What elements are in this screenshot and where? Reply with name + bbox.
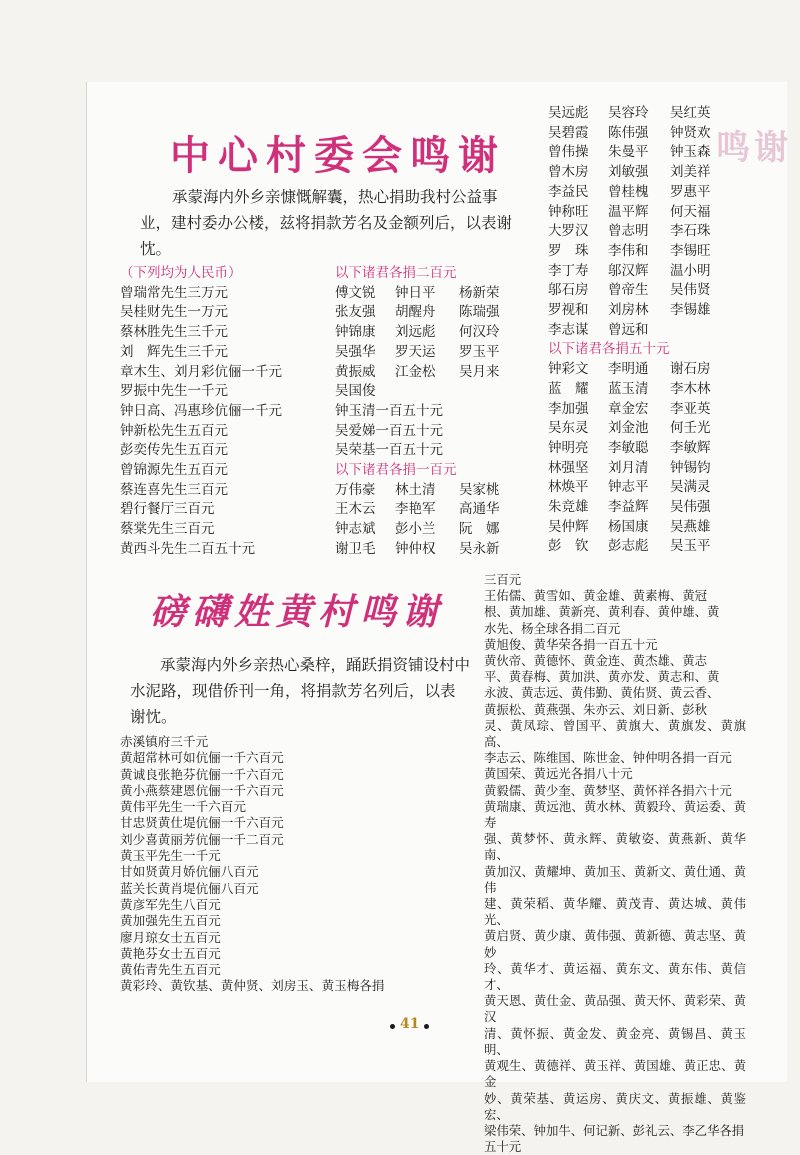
donor-name: 大罗汉	[548, 223, 589, 240]
donor-name: 钟称旺	[548, 203, 589, 220]
donor-name: 杨国康	[608, 518, 649, 535]
donor-name: 蓝 耀	[548, 380, 589, 397]
donor-name: 吴家桃	[459, 481, 500, 498]
donor-entry: 黄彦军先生八百元	[120, 896, 221, 912]
donor-name: 吴容玲	[608, 105, 649, 121]
donor-entry: 蔡林胜先生三千元	[120, 324, 228, 341]
page-title-bottom: 磅礴姓黄村鸣谢	[150, 591, 445, 633]
text-line: 王佑儒、黄雪如、黄金雄、黄素梅、黄冠	[484, 588, 708, 604]
donor-entry: 黄加强先生五百元	[120, 913, 221, 929]
text-line: 三百元	[484, 572, 522, 587]
donor-name: 阮 娜	[459, 521, 500, 538]
donor-name: 罗天运	[395, 343, 436, 360]
donor-entry: 黄超常林可如伉俪一千六百元	[120, 750, 284, 766]
text-line: 黄振松、黄燕强、朱亦云、刘日新、彭秋	[484, 701, 708, 717]
donor-name: 吴月来	[459, 363, 500, 380]
text-line: 黄伙帝、黄德怀、黄金连、黄杰雄、黄志	[484, 653, 708, 669]
text-line: 黄加汉、黄耀坤、黄加玉、黄新文、黄仕通、黄伟	[484, 863, 746, 895]
donor-name: 吴东灵	[548, 420, 589, 437]
donor-name: 刘月清	[608, 459, 649, 476]
donor-name: 林强坚	[548, 459, 589, 476]
donor-name: 刘敏强	[608, 164, 649, 181]
donor-name: 钟贤欢	[670, 124, 711, 141]
currency-note: （下列均为人民币）	[120, 265, 242, 281]
text-line: 清、黄怀振、黄金发、黄金亮、黄锡昌、黄玉明、	[484, 1025, 746, 1057]
donor-name: 刘金池	[608, 420, 649, 437]
donor-name: 罗 珠	[548, 242, 589, 259]
donor-name: 黄振威	[335, 363, 376, 380]
donor-name: 林土清	[395, 481, 436, 498]
donor-name: 李敏辉	[670, 439, 711, 456]
donor-name: 陈瑞强	[459, 304, 500, 321]
donor-name: 吴伟贤	[670, 282, 711, 299]
donor-name: 吴满灵	[670, 479, 711, 496]
donor-name: 钟志平	[608, 479, 649, 496]
donor-entry: 罗振中先生一千元	[120, 383, 228, 400]
left-donor-list	[120, 284, 282, 560]
donor-name: 钟彩文	[548, 361, 589, 378]
donor-entry: 赤溪镇府三千元	[120, 734, 209, 749]
heading-100: 以下诸君各捐一百元	[335, 462, 457, 479]
donor-entry: 钟日高、冯惠珍伉俪一千元	[120, 402, 282, 419]
text-line: 根、黄加雄、黄新亮、黄利春、黄仲雄、黄	[484, 604, 720, 620]
donor-name: 罗视和	[548, 302, 589, 319]
names-100-grid	[335, 481, 519, 560]
donor-entry: 甘忠贤黄仕堤伉俪一千六百元	[120, 815, 284, 831]
donor-name: 曾木房	[548, 164, 589, 181]
names-200-grid	[335, 284, 519, 402]
donor-name: 温平辉	[608, 203, 649, 220]
donor-name: 吴红英	[670, 105, 711, 121]
donor-entry: 钟新松先生五百元	[120, 422, 228, 439]
donor-name: 李益辉	[608, 499, 649, 516]
donor-name: 李志谋	[548, 321, 589, 338]
donor-name: 江金松	[395, 363, 436, 380]
donor-entry: 吴桂财先生一万元	[120, 304, 228, 321]
donor-name: 钟玉森	[670, 144, 711, 161]
right-names-grid	[548, 104, 732, 340]
donor-entry: 黄艳芬女士五百元	[120, 945, 221, 961]
text-line: 水先、杨全球各捐二百元	[484, 620, 621, 636]
donor-name: 吴伟强	[670, 499, 711, 516]
donor-name: 何天福	[670, 203, 711, 220]
donor-entry: 黄西斗先生二百五十元	[120, 540, 255, 557]
donor-name: 罗玉平	[459, 343, 500, 360]
donor-entry: 廖月琼女士五百元	[120, 929, 221, 945]
donor-name: 吴强华	[335, 343, 376, 360]
page-number-dot-left	[390, 1024, 395, 1029]
donor-entry: 吴爱娣一百五十元	[335, 422, 443, 439]
text-line: 黄天恩、黄仕金、黄品强、黄天怀、黄彩荣、黄汉	[484, 993, 746, 1025]
donor-name: 邬石房	[548, 282, 589, 299]
donor-name: 吴碧霞	[548, 124, 589, 141]
donor-name: 吴国俊	[335, 383, 376, 400]
donor-name: 吴仲辉	[548, 518, 589, 535]
donor-name: 李石珠	[670, 223, 711, 240]
donor-name: 彭小兰	[395, 521, 436, 538]
donor-name: 吴远彪	[548, 105, 589, 121]
donor-name: 钟锦康	[335, 324, 376, 341]
donor-name: 曾桂槐	[608, 183, 649, 200]
donor-name: 朱竞雄	[548, 499, 589, 516]
bottom-left-list	[120, 734, 384, 995]
intro-paragraph-bottom: 承蒙海内外乡亲热心桑梓，踊跃捐资铺设村中水泥路，现借侨刊一角，将捐款芳名列后，以表谢忱。	[130, 656, 471, 726]
donor-name: 章金宏	[608, 400, 649, 417]
donor-name: 曾伟操	[548, 144, 589, 161]
donor-name: 何壬光	[670, 420, 711, 437]
donor-name: 钟锡钧	[670, 459, 711, 476]
donor-name: 陈伟强	[608, 124, 649, 141]
donor-entry: 黄伟平先生一千六百元	[120, 799, 246, 815]
text-line: 平、黄春梅、黄加洪、黄亦发、黄志和、黄	[484, 669, 720, 685]
donor-name: 胡醒舟	[395, 304, 436, 321]
donor-name: 傅文锐	[335, 284, 376, 301]
donor-entry: 蔡连喜先生三百元	[120, 481, 228, 498]
donor-name: 何汉玲	[459, 324, 500, 341]
text-line: 黄毅儒、黄少奎、黄梦坚、黄怀祥各捐六十元	[484, 782, 732, 798]
donor-name: 林焕平	[548, 479, 589, 496]
donor-name: 钟日平	[395, 284, 436, 301]
text-line: 李志云、陈维国、陈世金、钟仲明各捐一百元	[484, 750, 732, 766]
bottom-right-paragraph	[484, 572, 746, 1155]
donor-name: 蓝玉清	[608, 380, 649, 397]
donor-name: 邬汉辉	[608, 262, 649, 279]
donor-name: 李锡旺	[670, 242, 711, 259]
donor-entry: 吴荣基一百五十元	[335, 442, 443, 459]
donor-entry: 黄小燕蔡建恩伉俪一千六百元	[120, 782, 284, 798]
donor-entry: 曾锦源先生五百元	[120, 462, 228, 479]
donor-name: 王木云	[335, 501, 376, 518]
donor-name: 钟志斌	[335, 521, 376, 538]
donor-name: 张友强	[335, 304, 376, 321]
donor-entry: 章木生、刘月彩伉俪一千元	[120, 363, 282, 380]
text-line: 黄旭俊、黄华荣各捐一百五十元	[484, 636, 658, 652]
bottom-left-last: 黄彩玲、黄钦基、黄仲贤、刘房玉、黄玉梅各捐	[120, 978, 385, 994]
text-line: 黄国荣、黄远光各捐八十元	[484, 766, 633, 782]
donor-name: 谢石房	[670, 361, 711, 378]
intro-paragraph-top: 承蒙海内外乡亲慷慨解囊，热心捐助我村公益事业，建村委办公楼，兹将捐款芳名及金额列后，以表谢忱。	[140, 188, 513, 258]
donor-name: 李锡雄	[670, 302, 711, 319]
donor-name: 彭 钦	[548, 538, 589, 555]
donor-name: 曾远和	[608, 321, 649, 338]
donor-name: 李明通	[608, 361, 649, 378]
page-title-top: 中心村委会鸣谢	[170, 133, 506, 179]
text-line: 建、黄荣稻、黄华耀、黄茂青、黄达城、黄伟光、	[484, 896, 746, 928]
donor-name: 李亚英	[670, 400, 711, 417]
donor-name: 李艳军	[395, 501, 436, 518]
donor-name: 钟仲权	[395, 540, 436, 557]
page-number: 41	[400, 1016, 420, 1032]
text-line: 妙、黄荣基、黄运房、黄庆文、黄振雄、黄鉴宏、	[484, 1090, 746, 1122]
donor-entry: 甘如贤黄月娇伉俪八百元	[120, 864, 259, 880]
donor-name: 彭志彪	[608, 538, 649, 555]
donor-name: 李木林	[670, 380, 711, 397]
donor-name: 李丁寿	[548, 262, 589, 279]
names-50-grid	[548, 360, 732, 557]
donor-entry: 黄诚良张艳芬伉俪一千六百元	[120, 766, 284, 782]
donor-name: 吴玉平	[670, 538, 711, 555]
donor-entry: 黄玉平先生一千元	[120, 848, 221, 864]
donor-name: 李加强	[548, 400, 589, 417]
donor-entry: 碧行餐厅三百元	[120, 501, 215, 518]
text-line: 玲、黄华才、黄运福、黄东文、黄东伟、黄信才、	[484, 960, 746, 993]
donor-name: 刘美祥	[670, 164, 711, 181]
donor-name: 温小明	[670, 262, 711, 279]
donor-entry: 蓝关长黄肖堤伉俪八百元	[120, 880, 259, 896]
donor-name: 杨新荣	[459, 284, 500, 301]
donor-name: 吴燕雄	[670, 518, 711, 535]
text-line: 强、黄梦怀、黄永辉、黄敏姿、黄燕新、黄华南、	[484, 831, 746, 863]
donor-name: 高通华	[459, 501, 500, 518]
donor-name: 谢卫毛	[335, 540, 376, 557]
donor-entry: 蔡棠先生三百元	[120, 521, 215, 538]
page-number-dot-right	[424, 1024, 429, 1029]
left-donor-column	[120, 264, 282, 560]
donor-name: 曾志明	[608, 223, 649, 240]
donor-name: 刘房林	[608, 302, 649, 319]
text-line: 黄瑞康、黄远池、黄水林、黄毅玲、黄运委、黄寿	[484, 798, 746, 831]
donor-entry: 彭奕传先生五百元	[120, 442, 228, 459]
text-line: 永波、黄志远、黄伟勤、黄佑贤、黄云香、	[484, 685, 720, 701]
donor-name: 刘远彪	[395, 324, 436, 341]
text-line: 梁伟荣、钟加牛、何记新、彭礼云、李乙华各捐	[484, 1122, 745, 1138]
right-donor-column	[548, 104, 732, 557]
donor-name: 钟明亮	[548, 439, 589, 456]
names-150-list	[335, 402, 519, 461]
donor-name: 李敏聪	[608, 439, 649, 456]
text-line: 黄观生、黄德祥、黄玉祥、黄国雄、黄正忠、黄金	[484, 1058, 746, 1090]
middle-donor-column	[335, 264, 519, 560]
text-line: 五十元	[484, 1139, 522, 1155]
donor-name: 罗惠平	[670, 183, 711, 200]
donor-name: 李伟和	[608, 242, 649, 259]
heading-200: 以下诸君各捐二百元	[335, 265, 457, 281]
donor-name: 李益民	[548, 183, 589, 200]
text-line: 灵、黄凤琮、曾国平、黄旗大、黄旗发、黄旗高、	[484, 717, 746, 750]
donor-name: 万伟豪	[335, 481, 376, 498]
heading-50: 以下诸君各捐五十元	[548, 341, 670, 358]
donor-name: 朱曼平	[608, 144, 649, 161]
donor-entry: 黄佑青先生五百元	[120, 962, 221, 978]
text-line: 黄启贤、黄少康、黄伟强、黄新德、黄志坚、黄妙	[484, 928, 746, 960]
donor-entry: 刘少喜黄丽芳伉俪一千二百元	[120, 831, 284, 847]
faded-heading-bleed: 鸣谢	[716, 128, 792, 168]
donor-entry: 钟玉清一百五十元	[335, 402, 443, 419]
donor-entry: 刘 辉先生三千元	[120, 343, 228, 360]
donor-name: 吴永新	[459, 540, 500, 557]
donor-name: 曾帝生	[608, 282, 649, 299]
donor-entry: 曾瑞常先生三万元	[120, 284, 228, 301]
